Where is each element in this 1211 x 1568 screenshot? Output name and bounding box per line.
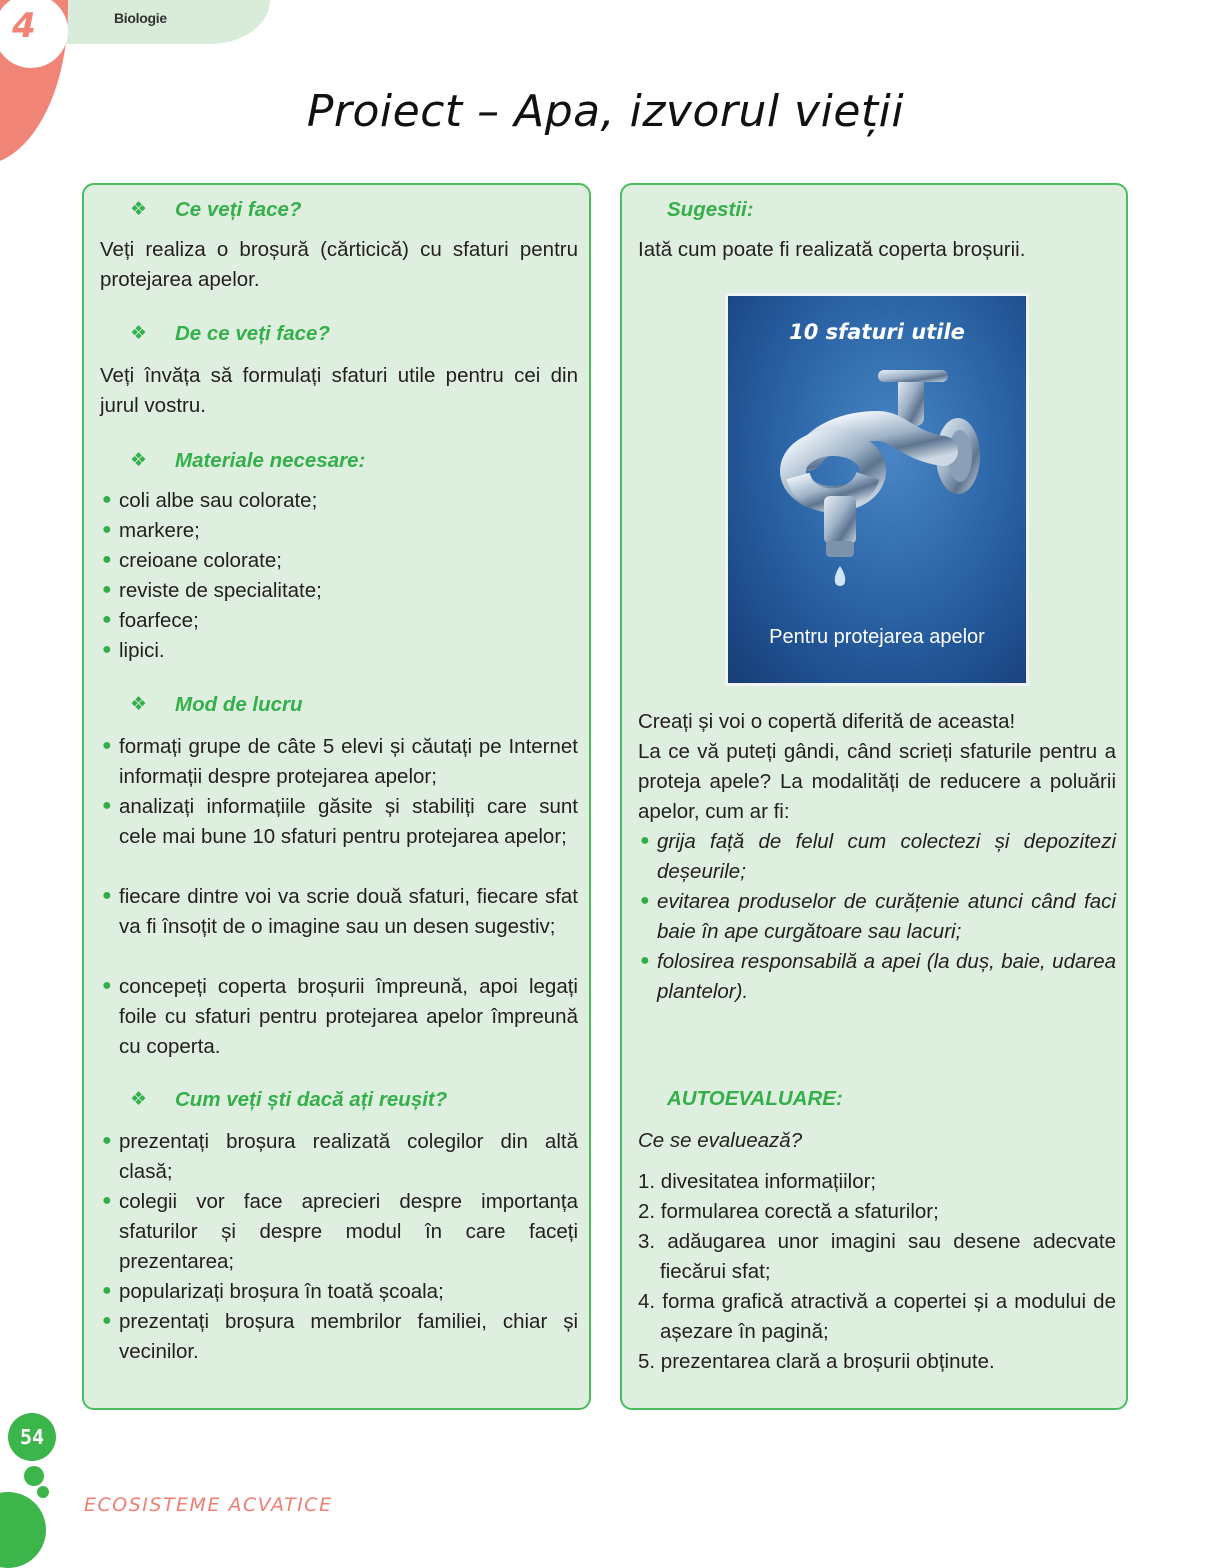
self-evaluation-heading: AUTOEVALUARE: [667, 1087, 843, 1110]
list-item: analizați informațiile găsite și stabiliți care sunt cele mai bune 10 sfaturi pentru protejarea apelor; [119, 795, 578, 848]
list-item: fiecare dintre voi va scrie două sfaturi, fiecare sfat va fi însoțit de o imagine sau un desen sugestiv; [119, 885, 578, 938]
list-item: 1. divesitatea informațiilor; [638, 1170, 877, 1193]
decor-dot [37, 1486, 49, 1498]
think-text: La ce vă puteți gândi, când scrieți sfaturile pentru a proteja apele? La modalități de reducere a poluării apelor, cum ar fi: [638, 740, 1116, 823]
bullet-icon: ● [102, 551, 112, 568]
bullet-icon: ● [102, 1312, 112, 1329]
page-number: 54 [19, 1425, 45, 1449]
cover-subtitle: Pentru protejarea apelor [769, 626, 985, 648]
diamond-icon: ❖ [130, 694, 148, 715]
suggestions-heading: Sugestii: [667, 198, 754, 221]
brochure-cover-image [725, 293, 1029, 686]
list-item: 4. forma grafică atractivă a copertei și a modului de așezare în pagină; [638, 1290, 1116, 1343]
list-item: concepeți coperta broșurii împreună, apoi legați foile cu sfaturi pentru protejarea apelor împreună cu coperta. [119, 975, 578, 1058]
bullet-icon: ● [640, 952, 650, 969]
suggestions-text: Iată cum poate fi realizată coperta broșurii. [638, 238, 1026, 261]
bullet-icon: ● [640, 892, 650, 909]
list-item: creioane colorate; [119, 549, 282, 572]
list-item: 5. prezentarea clară a broșurii obținute. [638, 1350, 995, 1373]
decor-dot [24, 1466, 44, 1486]
bullet-icon: ● [102, 641, 112, 658]
chapter-number: 4 [12, 6, 36, 46]
cover-title: 10 sfaturi utile [789, 320, 965, 344]
section-text: Veți învăța să formulați sfaturi utile pentru cei din jurul vostru. [100, 364, 578, 417]
list-item: formați grupe de câte 5 elevi și căutați pe Internet informații despre protejarea apelor; [119, 735, 578, 788]
section-heading: Materiale necesare: [175, 449, 366, 472]
diamond-icon: ❖ [130, 323, 148, 344]
section-heading: Ce veți face? [175, 198, 302, 221]
bullet-icon: ● [102, 887, 112, 904]
knotted-faucet-icon [728, 346, 1026, 646]
bullet-icon: ● [102, 521, 112, 538]
subject-label: Biologie [114, 10, 167, 26]
list-item: foarfece; [119, 609, 199, 632]
section-heading: De ce veți face? [175, 322, 330, 345]
list-item: 2. formularea corectă a sfaturilor; [638, 1200, 939, 1223]
list-item: prezentați broșura membrilor familiei, chiar și vecinilor. [119, 1310, 578, 1363]
list-item: markere; [119, 519, 200, 542]
decor-dot [0, 1492, 46, 1568]
bullet-icon: ● [102, 1132, 112, 1149]
list-item: coli albe sau colorate; [119, 489, 318, 512]
list-item: prezentați broșura realizată colegilor din altă clasă; [119, 1130, 578, 1183]
evaluation-question: Ce se evaluează? [638, 1129, 803, 1152]
bullet-icon: ● [102, 1192, 112, 1209]
list-item: folosirea responsabilă a apei (la duș, baie, udarea plantelor). [657, 950, 1116, 1003]
bullet-icon: ● [102, 797, 112, 814]
list-item: evitarea produselor de curățenie atunci când faci baie în ape curgătoare sau lacuri; [657, 890, 1116, 943]
section-heading: Cum veți ști dacă ați reușit? [175, 1088, 448, 1111]
bullet-icon: ● [102, 1282, 112, 1299]
bullet-icon: ● [102, 737, 112, 754]
diamond-icon: ❖ [130, 1089, 148, 1110]
bullet-icon: ● [102, 611, 112, 628]
footer-section-title: ECOSISTEME ACVATICE [84, 1494, 333, 1516]
bullet-icon: ● [640, 832, 650, 849]
create-text: Creați și voi o copertă diferită de aceasta! [638, 710, 1016, 733]
page-title: Proiect – Apa, izvorul vieții [306, 86, 905, 137]
bullet-icon: ● [102, 491, 112, 508]
list-item: reviste de specialitate; [119, 579, 322, 602]
list-item: lipici. [119, 639, 165, 662]
diamond-icon: ❖ [130, 199, 148, 220]
bullet-icon: ● [102, 581, 112, 598]
bullet-icon: ● [102, 977, 112, 994]
diamond-icon: ❖ [130, 450, 148, 471]
list-item: popularizați broșura în toată școala; [119, 1280, 444, 1303]
list-item: grija față de felul cum colectezi și depozitezi deșeurile; [657, 830, 1116, 883]
list-item: colegii vor face aprecieri despre importanța sfaturilor și despre modul în care faceți prezentarea; [119, 1190, 578, 1273]
section-heading: Mod de lucru [175, 693, 303, 716]
list-item: 3. adăugarea unor imagini sau desene adecvate fiecărui sfat; [638, 1230, 1116, 1283]
section-text: Veți realiza o broșură (cărticică) cu sfaturi pentru protejarea apelor. [100, 238, 578, 291]
